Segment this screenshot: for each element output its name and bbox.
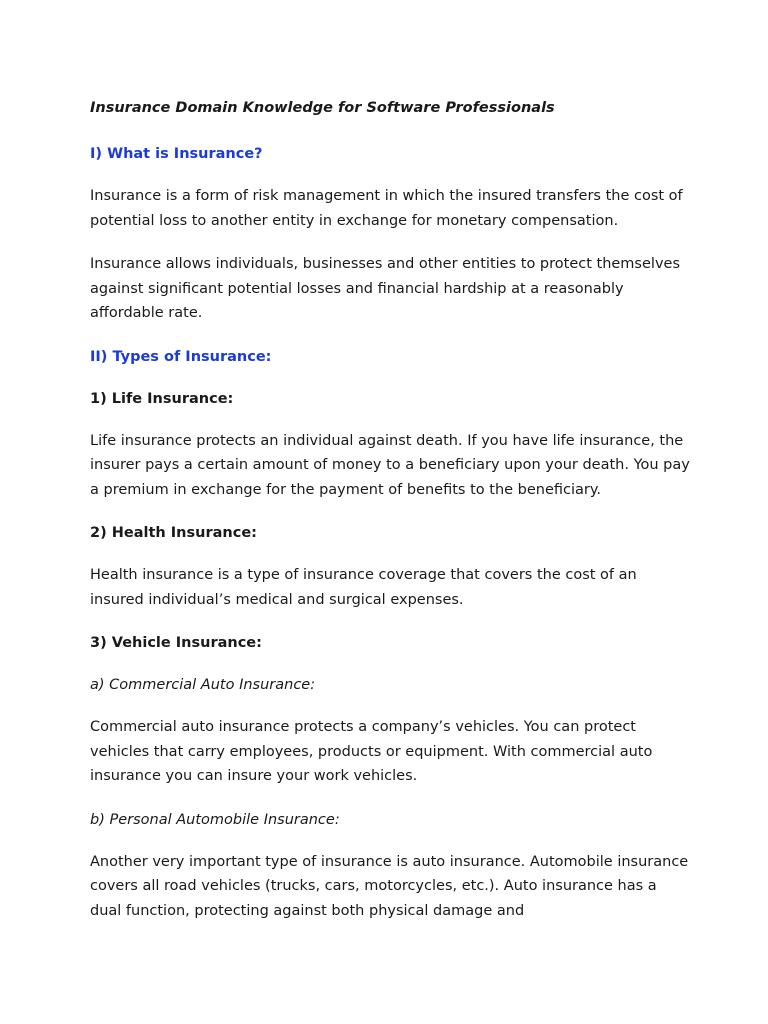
paragraph-life-insurance: Life insurance protects an individual against death. If you have life insurance, the insurer pays a certain amount of money to a beneficiary upon your death. You pay a premium in exchange for the payment of benefits to the beneficiary. [90,432,690,498]
paragraph-health-insurance: Health insurance is a type of insurance coverage that covers the cost of an insured individual’s medical and surgical expenses. [90,567,637,608]
paragraph-insurance-definition: Insurance is a form of risk management in which the insured transfers the cost of potential loss to another entity in exchange for monetary compensation. [90,188,683,229]
section-heading-types-of-insurance: II) Types of Insurance: [90,348,272,365]
document-page [90,96,690,942]
italic-heading-commercial-auto: a) Commercial Auto Insurance: [90,677,316,693]
section-heading-what-is-insurance: I) What is Insurance? [90,146,263,162]
sub-heading-life-insurance: 1) Life Insurance: [90,390,234,407]
italic-heading-personal-automobile: b) Personal Automobile Insurance: [90,811,340,828]
paragraph-commercial-auto: Commercial auto insurance protects a company’s vehicles. You can protect vehicles that carry employees, products or equipment. With commercial auto insurance you can insure your work vehicles. [90,719,653,784]
paragraph-insurance-purpose: Insurance allows individuals, businesses and other entities to protect themselves against significant potential losses and financial hardship at a reasonably affordable rate. [90,256,680,321]
sub-heading-vehicle-insurance: 3) Vehicle Insurance: [90,635,262,651]
paragraph-personal-automobile: Another very important type of insurance is auto insurance. Automobile insurance covers all road vehicles (trucks, cars, motorcycles, etc.). Auto insurance has a dual function, protecting against both physical damage and [90,853,689,919]
sub-heading-health-insurance: 2) Health Insurance: [90,525,257,541]
document-title: Insurance Domain Knowledge for Software Professionals [90,100,555,116]
